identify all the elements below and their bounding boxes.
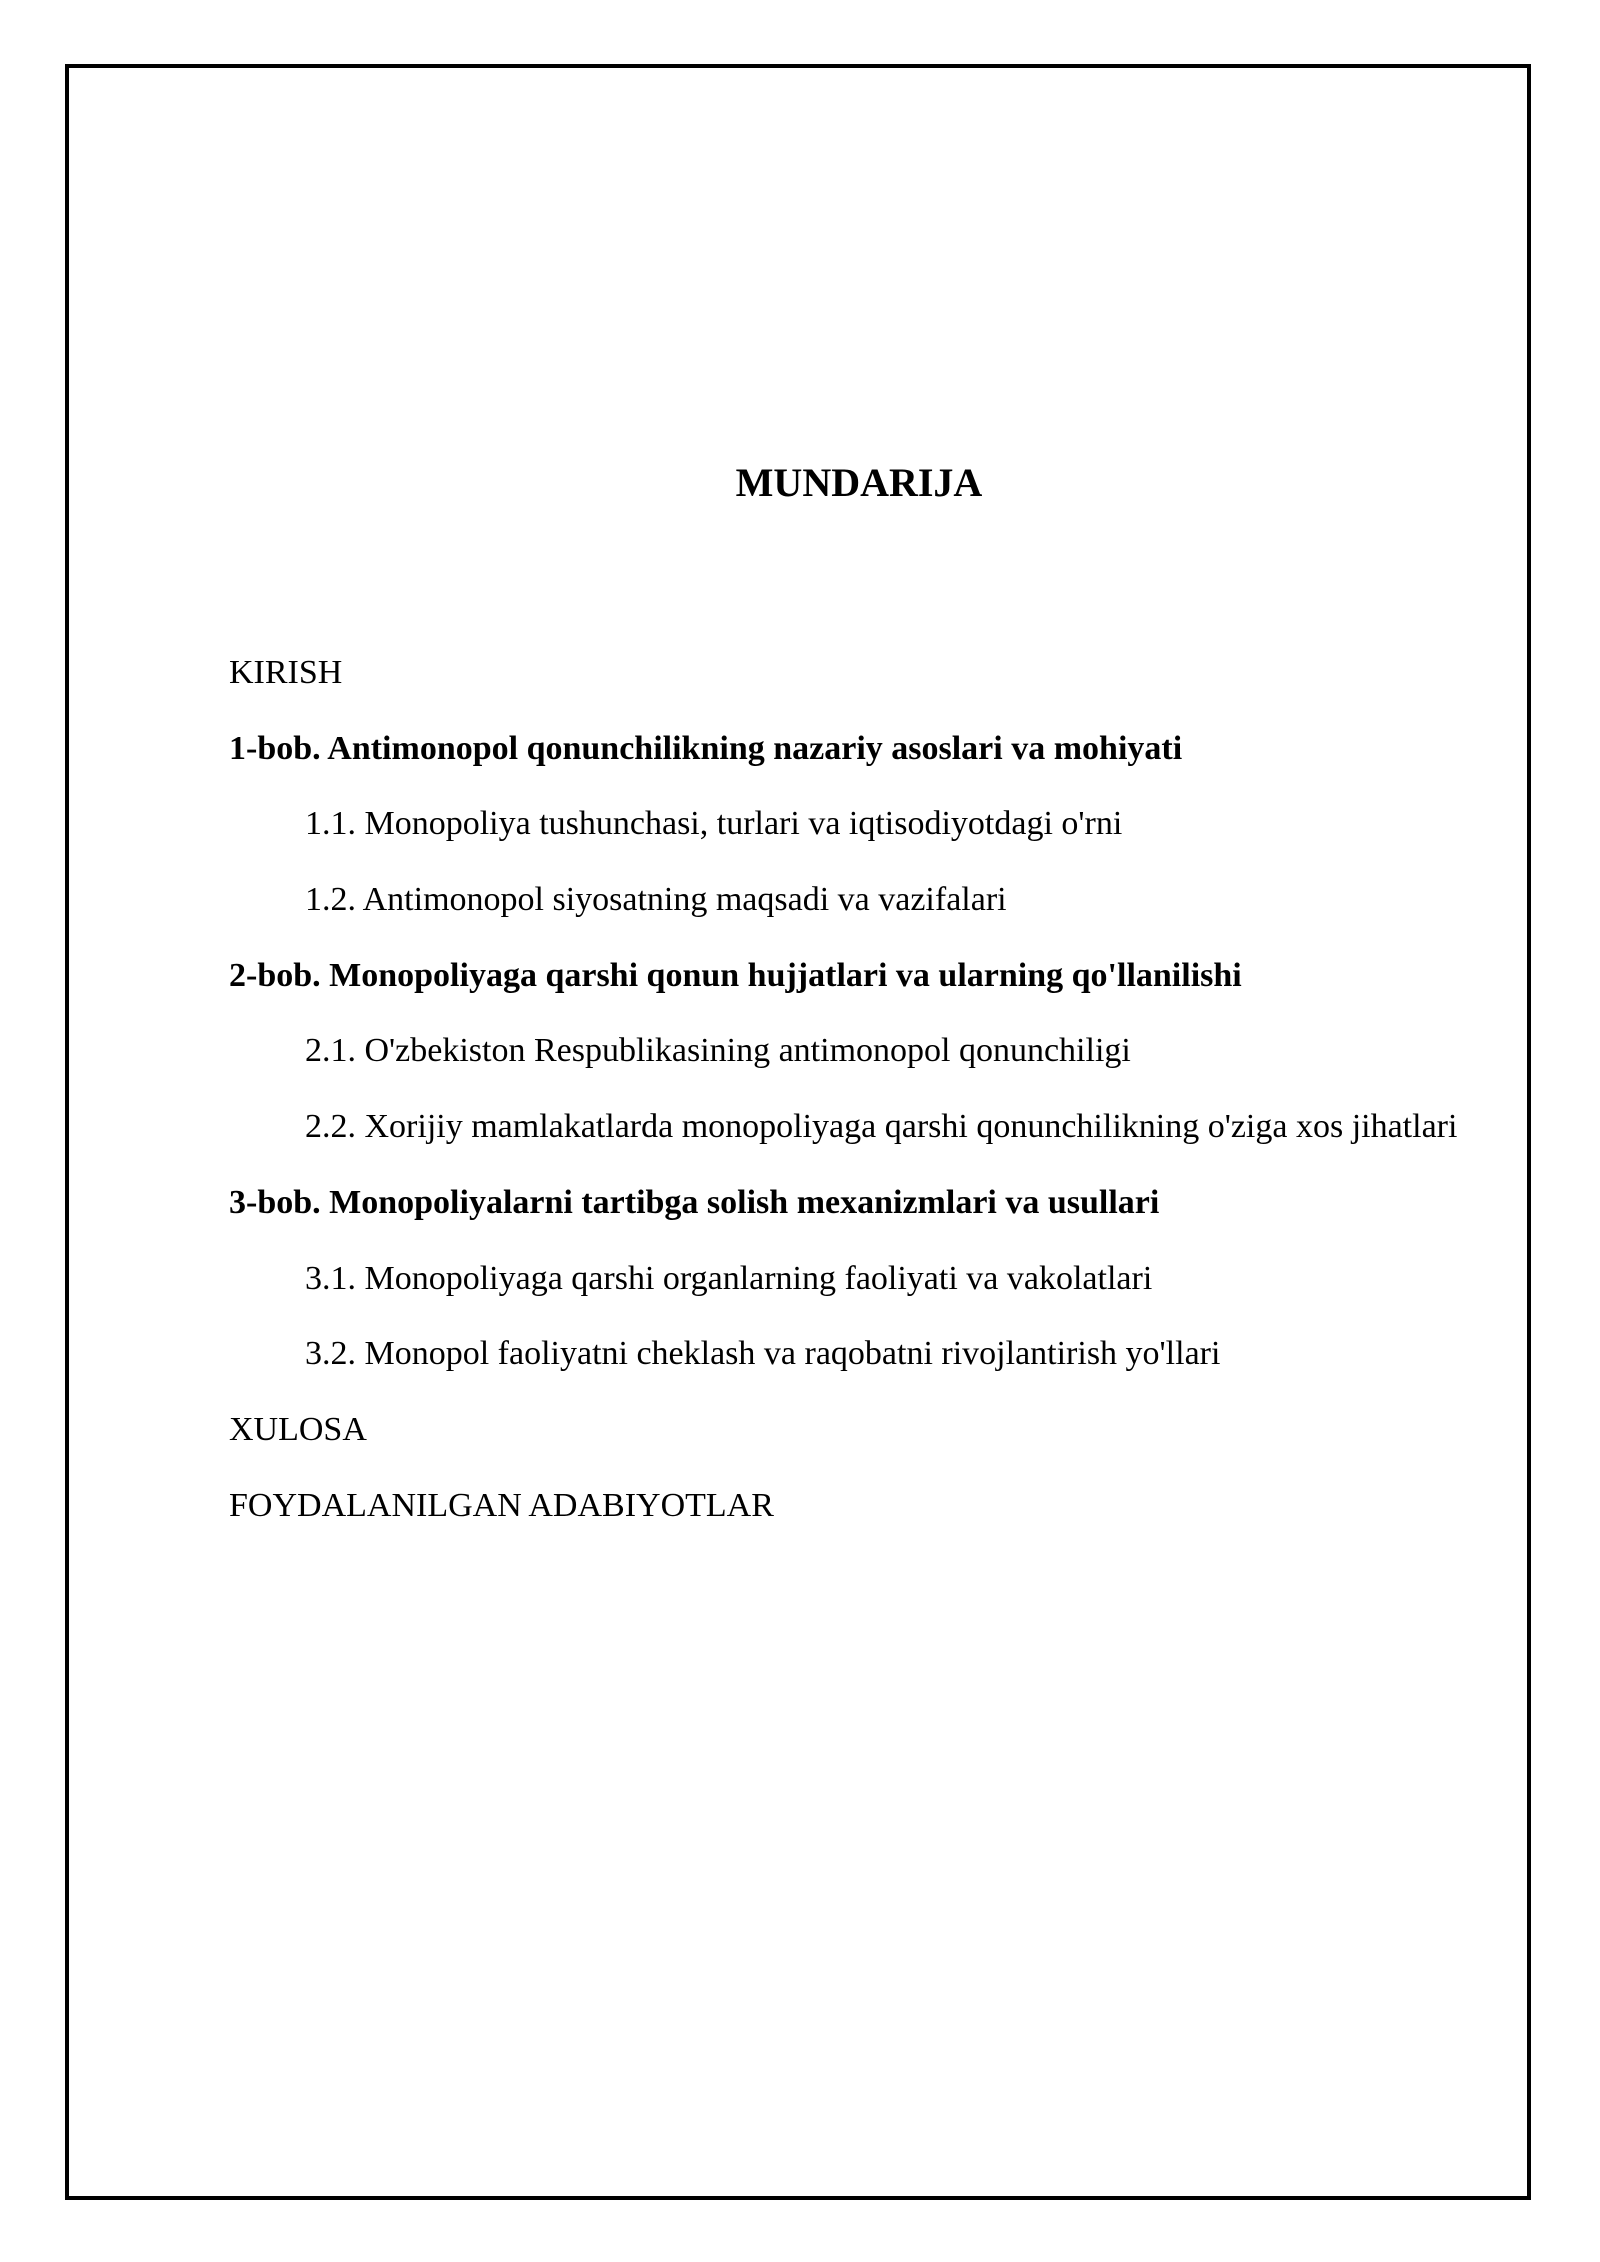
toc-entry-chapter-2: 2-bob. Monopoliyaga qarshi qonun hujjatlari va ularning qo'llanilishi bbox=[229, 956, 1242, 994]
toc-entry-chapter-3: 3-bob. Monopoliyalarni tartibga solish mexanizmlari va usullari bbox=[229, 1183, 1160, 1221]
toc-entry-chapter-1: 1-bob. Antimonopol qonunchilikning nazariy asoslari va mohiyati bbox=[229, 729, 1183, 767]
toc-entry-section-2-2: 2.2. Xorijiy mamlakatlarda monopoliyaga qarshi qonunchilikning o'ziga xos jihatlari bbox=[305, 1108, 1458, 1146]
toc-entry-section-2-1: 2.1. O'zbekiston Respublikasining antimonopol qonunchiligi bbox=[305, 1032, 1131, 1070]
toc-entry-section-3-2: 3.2. Monopol faoliyatni cheklash va raqobatni rivojlantirish yo'llari bbox=[305, 1335, 1221, 1373]
toc-entry-section-1-2: 1.2. Antimonopol siyosatning maqsadi va vazifalari bbox=[305, 881, 1007, 919]
toc-entry-references: FOYDALANILGAN ADABIYOTLAR bbox=[229, 1486, 774, 1524]
toc-entry-section-3-1: 3.1. Monopoliyaga qarshi organlarning faoliyati va vakolatlari bbox=[305, 1259, 1153, 1297]
toc-title: MUNDARIJA bbox=[735, 460, 983, 505]
toc-entry-introduction: KIRISH bbox=[229, 654, 343, 691]
toc-entry-conclusion: XULOSA bbox=[229, 1410, 367, 1448]
table-of-contents bbox=[229, 640, 1469, 1548]
toc-entry-section-1-1: 1.1. Monopoliya tushunchasi, turlari va iqtisodiyotdagi o'rni bbox=[305, 805, 1123, 843]
